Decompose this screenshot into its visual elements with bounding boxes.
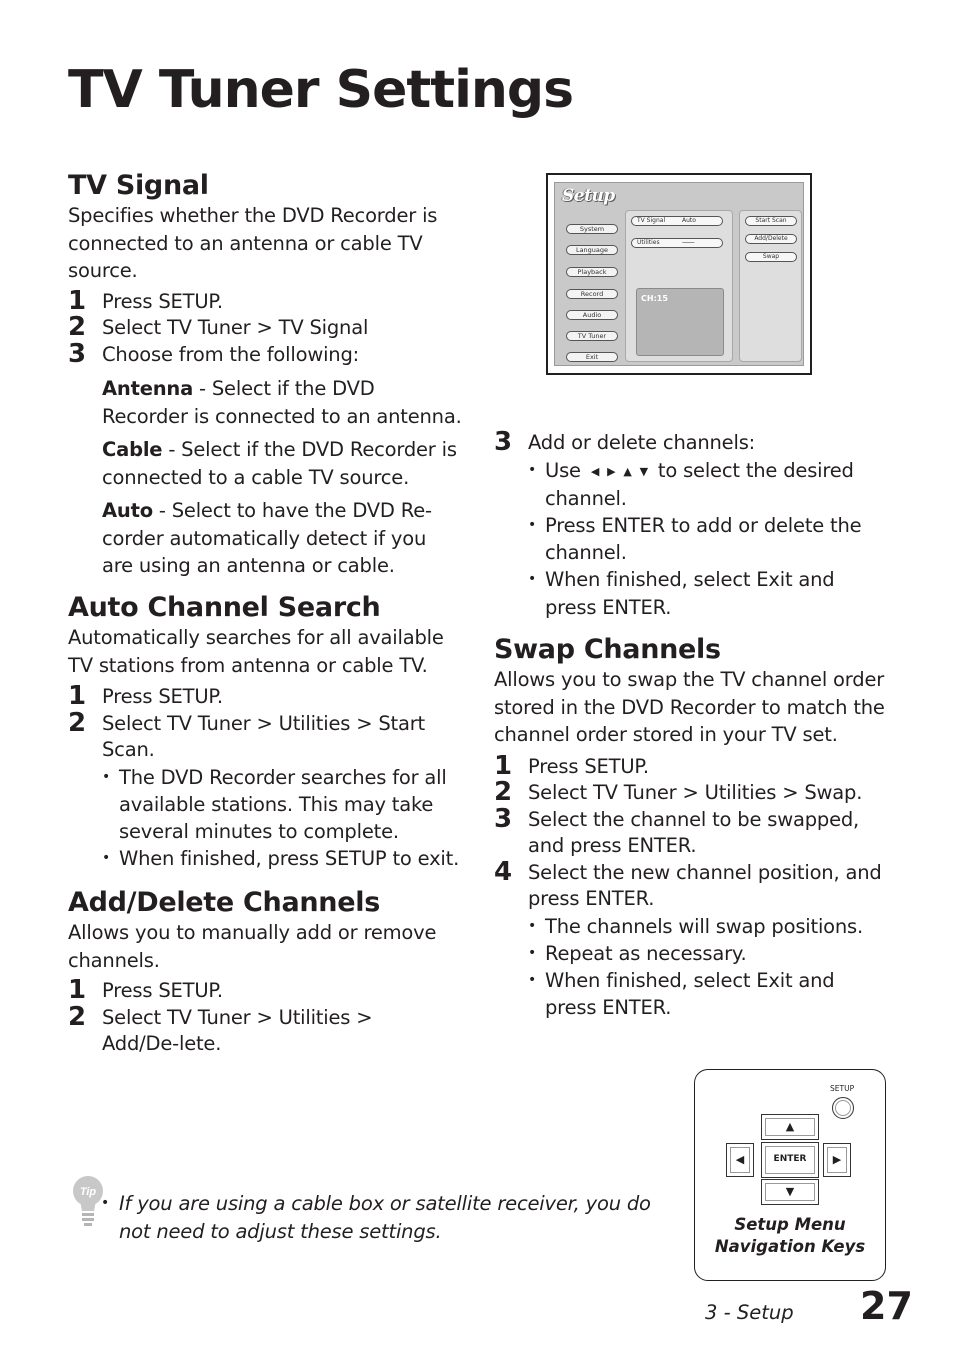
step	[68, 681, 463, 711]
right-key	[823, 1143, 851, 1177]
right-arrow-icon: ▶	[832, 1153, 842, 1166]
add-delete-heading: Add/Delete Channels	[68, 887, 380, 918]
enter-key	[761, 1142, 819, 1178]
down-key	[761, 1179, 819, 1205]
step-text: Select TV Tuner > Utilities > Add/De-lete.	[102, 1005, 373, 1055]
step-text: Press SETUP.	[102, 289, 223, 313]
menu-item-audio: Audio	[566, 310, 618, 320]
step	[68, 1001, 453, 1058]
option-desc: - Select to have the DVD Re-corder automatically detect if you are using an antenna or cable.	[102, 499, 432, 577]
step-number: 3	[494, 427, 512, 457]
menu-item-system: System	[566, 224, 618, 234]
swap-steps	[494, 750, 894, 913]
setup-menu-screenshot	[546, 173, 812, 375]
step	[494, 803, 869, 860]
arrow-right-icon: ▶	[607, 464, 616, 478]
menu-item-language: Language	[566, 245, 618, 255]
setup-key	[832, 1097, 854, 1119]
navigation-keys-panel	[694, 1069, 886, 1281]
step-number: 3	[494, 803, 512, 834]
list-item: • Press ENTER to add or delete the channel.	[528, 512, 873, 566]
setup-logo: Setup	[562, 186, 615, 206]
option-name: Auto	[102, 499, 153, 522]
step-number: 1	[68, 285, 86, 316]
swap-button: Swap	[745, 252, 797, 262]
auto-channel-search-bullets	[68, 764, 463, 873]
auto-channel-search-intro: Automatically searches for all available TV stations from antenna or cable TV.	[68, 626, 444, 677]
add-delete-section	[68, 887, 463, 1058]
step-number: 2	[68, 312, 86, 342]
settings-panel	[625, 210, 733, 362]
option-name: Antenna	[102, 377, 194, 400]
list-item: • When finished, select Exit and press ENTER.	[528, 967, 878, 1021]
option-name: Cable	[102, 438, 163, 461]
step-number: 2	[68, 1001, 86, 1032]
utilities-field	[631, 238, 723, 248]
step-text: Choose from the following:	[102, 342, 360, 366]
auto-channel-search-heading: Auto Channel Search	[68, 592, 381, 623]
tip-bullet: •	[101, 1195, 110, 1211]
tv-signal-heading: TV Signal	[68, 170, 209, 201]
arrow-down-icon: ▼	[639, 464, 648, 478]
footer-section-label: 3 - Setup	[705, 1301, 794, 1324]
step-number: 4	[494, 856, 512, 887]
step	[68, 707, 428, 764]
arrow-up-icon: ▲	[623, 464, 632, 478]
step-number: 1	[68, 681, 86, 711]
step-number: 2	[68, 707, 86, 738]
step	[494, 856, 884, 913]
swap-intro: Allows you to swap the TV channel order stored in the DVD Recorder to match the channel order stored in your TV set.	[494, 668, 885, 746]
field-value: ----------	[682, 239, 694, 246]
arrow-left-icon: ◀	[590, 464, 600, 478]
channel-preview	[636, 288, 724, 356]
tv-signal-section	[68, 170, 463, 580]
up-key	[761, 1114, 819, 1140]
tv-signal-intro: Specifies whether the DVD Recorder is connected to an antenna or cable TV source.	[68, 204, 438, 282]
auto-channel-search-steps	[68, 681, 463, 764]
list-item: • The DVD Recorder searches for all available stations. This may take several minutes to complete.	[102, 764, 447, 846]
swap-heading: Swap Channels	[494, 634, 721, 665]
down-arrow-icon: ▼	[785, 1185, 795, 1198]
step-text: Select TV Tuner > Utilities > Swap.	[528, 781, 863, 804]
setup-screen	[554, 182, 804, 366]
option-desc: - Select if the DVD Recorder is connected to a cable TV source.	[102, 438, 457, 489]
bullet-prefix: Use	[545, 458, 581, 482]
step-text: Select TV Tuner > TV Signal	[102, 316, 369, 339]
field-label: TV Signal	[637, 217, 666, 224]
option-antenna	[68, 375, 463, 430]
auto-channel-search-section	[68, 592, 463, 872]
left-key	[726, 1143, 754, 1177]
field-label: Utilities	[637, 239, 660, 246]
start-scan-button: Start Scan	[745, 216, 797, 226]
add-delete-intro: Allows you to manually add or remove channels.	[68, 921, 437, 972]
enter-key-label: ENTER	[773, 1154, 807, 1164]
option-desc: - Select if the DVD Recorder is connected to an antenna.	[102, 377, 462, 428]
list-item: • When finished, select Exit and press ENTER.	[528, 566, 878, 620]
step-number: 1	[494, 750, 512, 781]
step	[68, 285, 463, 316]
add-delete-steps	[68, 975, 463, 1058]
nav-keys-caption-line1: Setup Menu	[734, 1215, 846, 1234]
option-cable	[68, 436, 463, 491]
page-title: TV Tuner Settings	[68, 60, 574, 120]
step	[68, 975, 463, 1005]
step-text: Select TV Tuner > Utilities > Start Scan.	[102, 711, 425, 761]
list-item: • Repeat as necessary.	[528, 940, 894, 967]
tv-signal-steps	[68, 285, 463, 369]
list-item	[528, 457, 878, 512]
add-delete-bullets	[494, 457, 894, 621]
menu-item-tv-tuner: TV Tuner	[566, 331, 618, 341]
step-number: 1	[68, 975, 86, 1005]
step-text: Select the new channel position, and press ENTER.	[528, 860, 882, 910]
option-auto	[68, 497, 463, 580]
up-arrow-icon: ▲	[785, 1120, 795, 1133]
step-text: Press SETUP.	[528, 754, 649, 778]
swap-section	[494, 634, 894, 1021]
actions-panel	[739, 210, 802, 362]
menu-item-playback: Playback	[566, 267, 618, 277]
tip-text: If you are using a cable box or satellite receiver, you do not need to adjust these settings.	[119, 1192, 651, 1243]
step-text: Press SETUP.	[102, 685, 223, 708]
step-text: Press SETUP.	[102, 979, 223, 1002]
channel-label: CH:15	[641, 294, 668, 303]
step	[68, 312, 463, 342]
step	[494, 427, 894, 457]
step-text: Add or delete channels:	[528, 431, 756, 454]
setup-key-label: SETUP	[830, 1084, 855, 1093]
nav-keys-caption-line2: Navigation Keys	[714, 1237, 866, 1256]
tip-label: Tip	[79, 1186, 97, 1198]
step-text: Select the channel to be swapped, and press ENTER.	[528, 807, 860, 857]
step	[494, 777, 894, 807]
menu-item-exit: Exit	[566, 352, 618, 362]
menu-item-record: Record	[566, 289, 618, 299]
swap-bullets	[494, 913, 894, 1022]
tv-signal-field	[631, 216, 723, 226]
add-delete-button: Add/Delete	[745, 234, 797, 244]
list-item: • The channels will swap positions.	[528, 913, 894, 940]
step	[68, 338, 463, 369]
left-arrow-icon: ◀	[735, 1153, 745, 1166]
step-number: 2	[494, 777, 512, 807]
page-number: 27	[860, 1284, 913, 1328]
add-delete-continued	[494, 427, 894, 621]
step	[494, 750, 894, 781]
bullet-suffix: to select the desired channel.	[545, 458, 854, 510]
step-number: 3	[68, 338, 86, 369]
field-value: Auto	[682, 217, 696, 224]
list-item: • When finished, press SETUP to exit.	[102, 845, 463, 872]
tip-note	[101, 1190, 661, 1245]
